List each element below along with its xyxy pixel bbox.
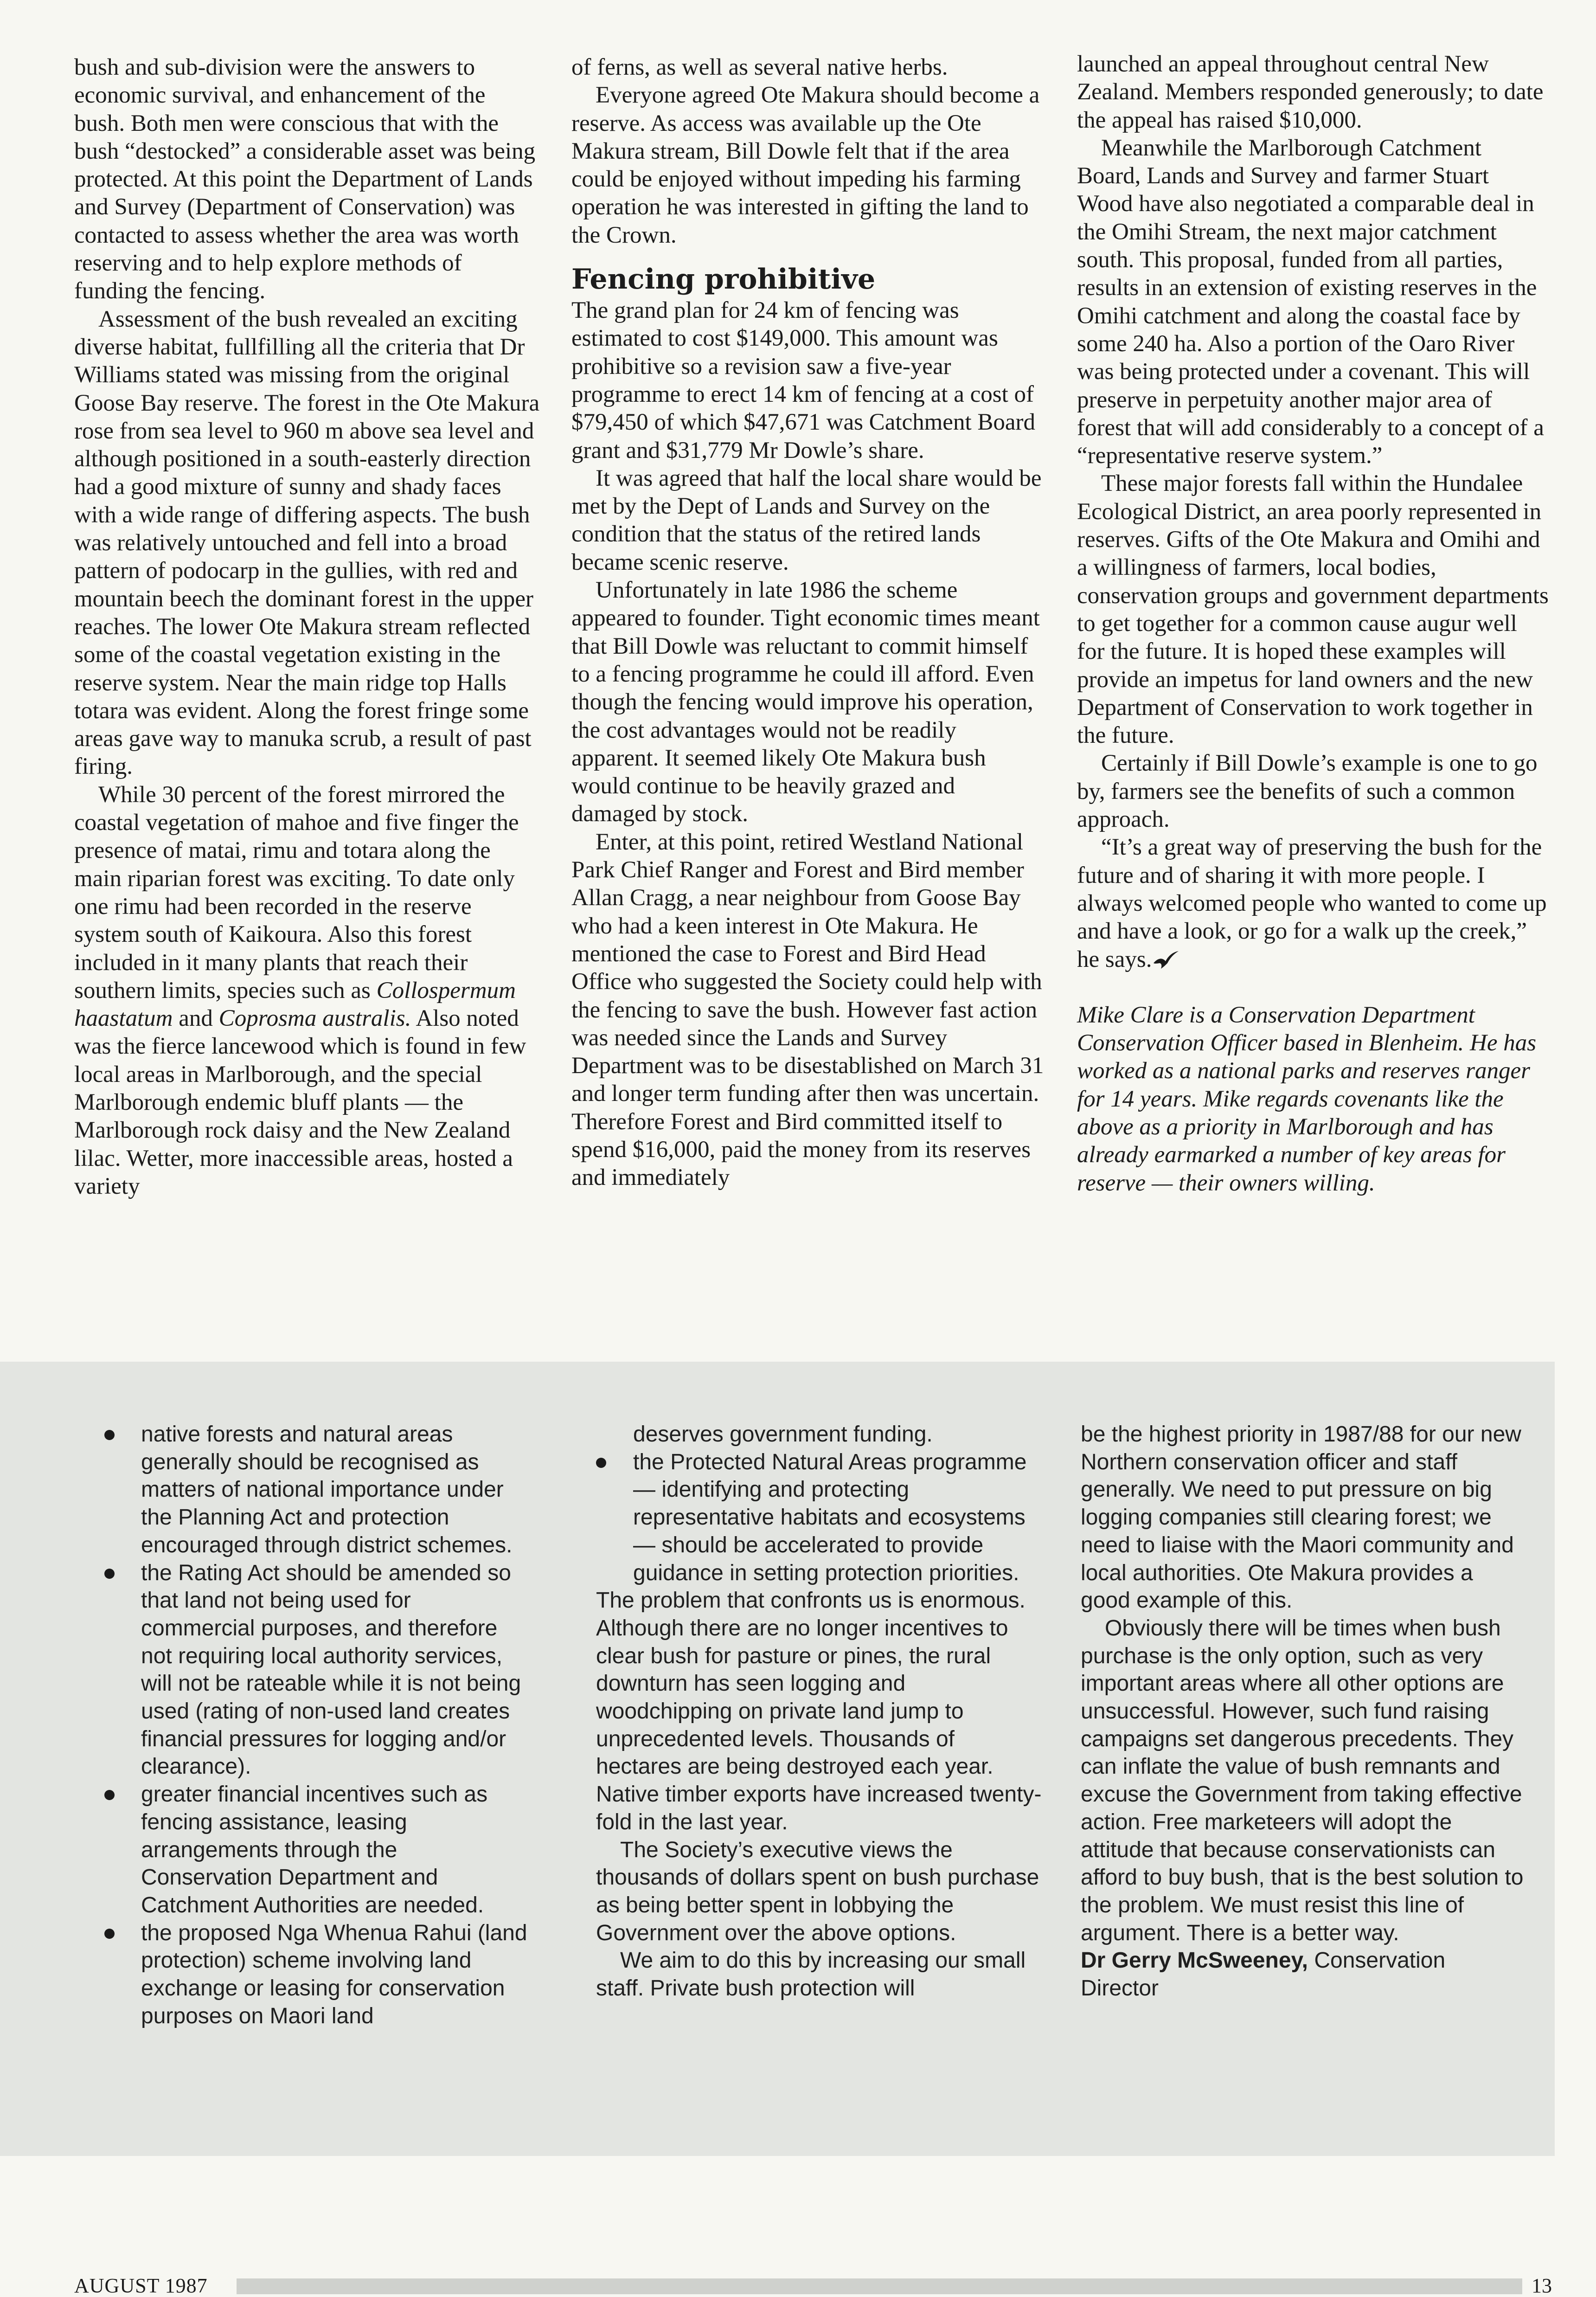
bullet-item: [103, 1421, 530, 1559]
quote-paragraph: [1077, 833, 1550, 973]
text: Also noted was the fierce lancewood which is found in few local areas in Marlborough, and the special Marlborough endemic bluff plants — the Marlborough rock daisy and the New Zealand lilac. Wetter, more inaccessible areas, hosted a variety: [74, 1005, 526, 1199]
bullet-item: [103, 1559, 530, 1781]
paragraph: of ferns, as well as several native herbs.: [571, 54, 948, 80]
bullet-text: the proposed Nga Whenua Rahui (land protection) scheme involving land exchange or leasing for conservation purposes on Maori land: [141, 1920, 527, 2028]
paragraph: launched an appeal throughout central New Zealand. Members responded generously; to date the appeal has raised $10,000.: [1077, 51, 1544, 133]
bullet-text: native forests and natural areas generally should be recognised as matters of national importance under the Planning Act and protection encouraged through district schemes.: [141, 1422, 513, 1557]
paragraph: The problem that confronts us is enormous. Although there are no longer incentives to clear bush for pasture or pines, the rural downturn has seen logging and woodchipping on private land jump to unprecedented levels. Thousands of hectares are being destroyed each year. Native timber exports have increased twenty-fold in the last year.: [596, 1588, 1042, 1834]
paragraph: It was agreed that half the local share would be met by the Dept of Lands and Survey on the condition that the status of the retired lands became scenic reserve.: [571, 465, 1042, 575]
paragraph: The grand plan for 24 km of fencing was estimated to cost $149,000. This amount was prohibitive so a revision saw a five-year programme to erect 14 km of fencing at a cost of $79,450 of which $47,671 was Catchment Board grant and $31,779 Mr Dowle’s share.: [571, 297, 1036, 463]
species-name: Collospermum haastatum: [74, 977, 516, 1032]
bullet-icon: [104, 1569, 115, 1579]
bullet-icon: [104, 1929, 115, 1939]
bullet-icon: [596, 1458, 606, 1468]
paragraph: Meanwhile the Marlborough Catchment Board, Lands and Survey and farmer Stuart Wood have also negotiated a comparable deal in the Omihi Stream, the next major catchment south. This proposal, funded from all parties, results in an extension of existing reserves in the Omihi catchment and along the coastal face by some 240 ha. Also a portion of the Oaro River was being protected under a covenant. This will preserve in perpetuity another major area of forest that will add considerably to a concept of a “representative reserve system.”: [1077, 135, 1544, 469]
paragraph: Assessment of the bush revealed an exciting diverse habitat, fullfilling all the criteria that Dr Williams stated was missing from the original Goose Bay reserve. The forest in the Ote Makura rose from sea level to 960 m above sea level and although positioned in a south-easterly direction had a good mixture of sunny and shady faces with a wide range of differing aspects. The bush was relatively untouched and fell into a broad pattern of podocarp in the gullies, with red and mountain beech the dominant forest in the upper reaches. The lower Ote Makura stream reflected some of the coastal vegetation existing in the reserve system. Near the main ridge top Halls totara was evident. Along the forest fringe some areas gave way to manuka scrub, a result of past firing.: [74, 306, 540, 780]
article-column-1: [74, 53, 540, 1200]
bullet-text: greater financial incentives such as fencing assistance, leasing arrangements through the Conservation Department and Catchment Authorities are needed.: [141, 1782, 488, 1917]
page-number: 13: [1532, 2274, 1552, 2297]
bullet-icon: [104, 1790, 115, 1800]
article-column-3: [1077, 50, 1550, 1197]
bullet-text: the Protected Natural Areas programme — identifying and protecting representative habitats and ecosystems — should be accelerated to provide guidance in setting protection priorities.: [633, 1449, 1027, 1585]
bullet-item: [596, 1448, 1044, 1587]
paragraph: Everyone agreed Ote Makura should become a reserve. As access was available up the Ote Makura stream, Bill Dowle felt that if the area could be enjoyed without impeding his farming operation he was interested in gifting the land to the Crown.: [571, 82, 1040, 248]
text: While 30 percent of the forest mirrored the coastal vegetation of mahoe and five finger the presence of matai, rimu and totara along the main riparian forest was exciting. To date only one rimu had been recorded in the reserve system south of Kaikoura. Also this forest included in it many plants that reach their southern limits, species such as: [74, 781, 519, 1004]
sidebar-column-1: [103, 1421, 530, 2030]
signature-name: Dr Gerry McSweeney,: [1081, 1948, 1308, 1973]
article-column-2: [571, 53, 1045, 1192]
sidebar-column-3: [1081, 1421, 1526, 2002]
paragraph: We aim to do this by increasing our small staff. Private bush protection will: [596, 1948, 1026, 2001]
signature-title: Conservation Director: [1081, 1948, 1446, 2001]
text: and: [179, 1005, 213, 1032]
paragraph: The Society’s executive views the thousands of dollars spent on bush purchase as being better spent in lobbying the Government over the above options.: [596, 1837, 1039, 1945]
footer-rule: [237, 2278, 1522, 2294]
bird-icon: [1152, 949, 1179, 970]
section-heading: Fencing prohibitive: [571, 263, 876, 296]
paragraph: Certainly if Bill Dowle’s example is one to go by, farmers see the benefits of such a common approach.: [1077, 750, 1538, 833]
author-byline: Mike Clare is a Conservation Department Conservation Officer based in Blenheim. He has worked as a national parks and reserves ranger for 14 years. Mike regards covenants like the above as a priority in Marlborough and has already earmarked a number of key areas for reserve — their owners willing.: [1077, 1002, 1537, 1196]
paragraph: bush and sub-division were the answers to economic survival, and enhancement of the bush. Both men were conscious that with the bush “destocked” a considerable asset was being protected. At this point the Department of Lands and Survey (Department of Conservation) was contacted to assess whether the area was worth reserving and to help explore methods of funding the fencing.: [74, 54, 536, 304]
paragraph: These major forests fall within the Hundalee Ecological District, an area poorly represented in reserves. Gifts of the Ote Makura and Omihi and a willingness of farmers, local bodies, conservation groups and government departments to get together for a common cause augur well for the future. It is hoped these examples will provide an impetus for land owners and the new Department of Conservation to work together in the future.: [1077, 470, 1549, 749]
quote-text: “It’s a great way of preserving the bush for the future and of sharing it with more people. I always welcomed people who wanted to come up and have a look, or go for a walk up the creek,” he says.: [1077, 834, 1547, 972]
sidebar-column-2: [596, 1421, 1044, 2002]
paragraph: [74, 781, 540, 1200]
bullet-text: the Rating Act should be amended so that land not being used for commercial purposes, and therefore not requiring local authority services, will not be rateable while it is not being used (rating of non-used land creates financial pressures for logging and/or clearance).: [141, 1560, 521, 1779]
bullet-item: [103, 1781, 530, 1919]
paragraph: Obviously there will be times when bush purchase is the only option, such as very important areas where all other options are unsuccessful. However, such fund raising campaigns set dangerous precedents. They can inflate the value of bush remnants and excuse the Government from taking effective action. Free marketeers will adopt the attitude that because conservationists can afford to buy bush, that is the best solution to the problem. We must resist this line of argument. There is a better way.: [1081, 1615, 1524, 1945]
signature: [1081, 1947, 1526, 2002]
bullet-icon: [104, 1430, 115, 1440]
footer-date: AUGUST 1987: [74, 2274, 208, 2297]
bullet-continuation: deserves government funding.: [633, 1422, 933, 1447]
species-name: Coprosma australis.: [218, 1005, 411, 1032]
bullet-item: [103, 1919, 530, 2030]
paragraph: Enter, at this point, retired Westland National Park Chief Ranger and Forest and Bird member Allan Cragg, a near neighbour from Goose Bay who had a keen interest in Ote Makura. He mentioned the case to Forest and Bird Head Office who suggested the Society could help with the fencing to save the bush. However fast action was needed since the Lands and Survey Department was to be disestablished on March 31 and longer term funding after then was uncertain. Therefore Forest and Bird committed itself to spend $16,000, paid the money from its reserves and immediately: [571, 829, 1044, 1191]
paragraph: Unfortunately in late 1986 the scheme appeared to founder. Tight economic times meant that Bill Dowle was reluctant to commit himself to a fencing programme he could ill afford. Even though the fencing would improve his operation, the cost advantages would not be readily apparent. It seemed likely Ote Makura bush would continue to be heavily grazed and damaged by stock.: [571, 577, 1040, 827]
paragraph: be the highest priority in 1987/88 for our new Northern conservation officer and staff generally. We need to put pressure on big logging companies still clearing forest; we need to liaise with the Maori community and local authorities. Ote Makura provides a good example of this.: [1081, 1422, 1521, 1613]
